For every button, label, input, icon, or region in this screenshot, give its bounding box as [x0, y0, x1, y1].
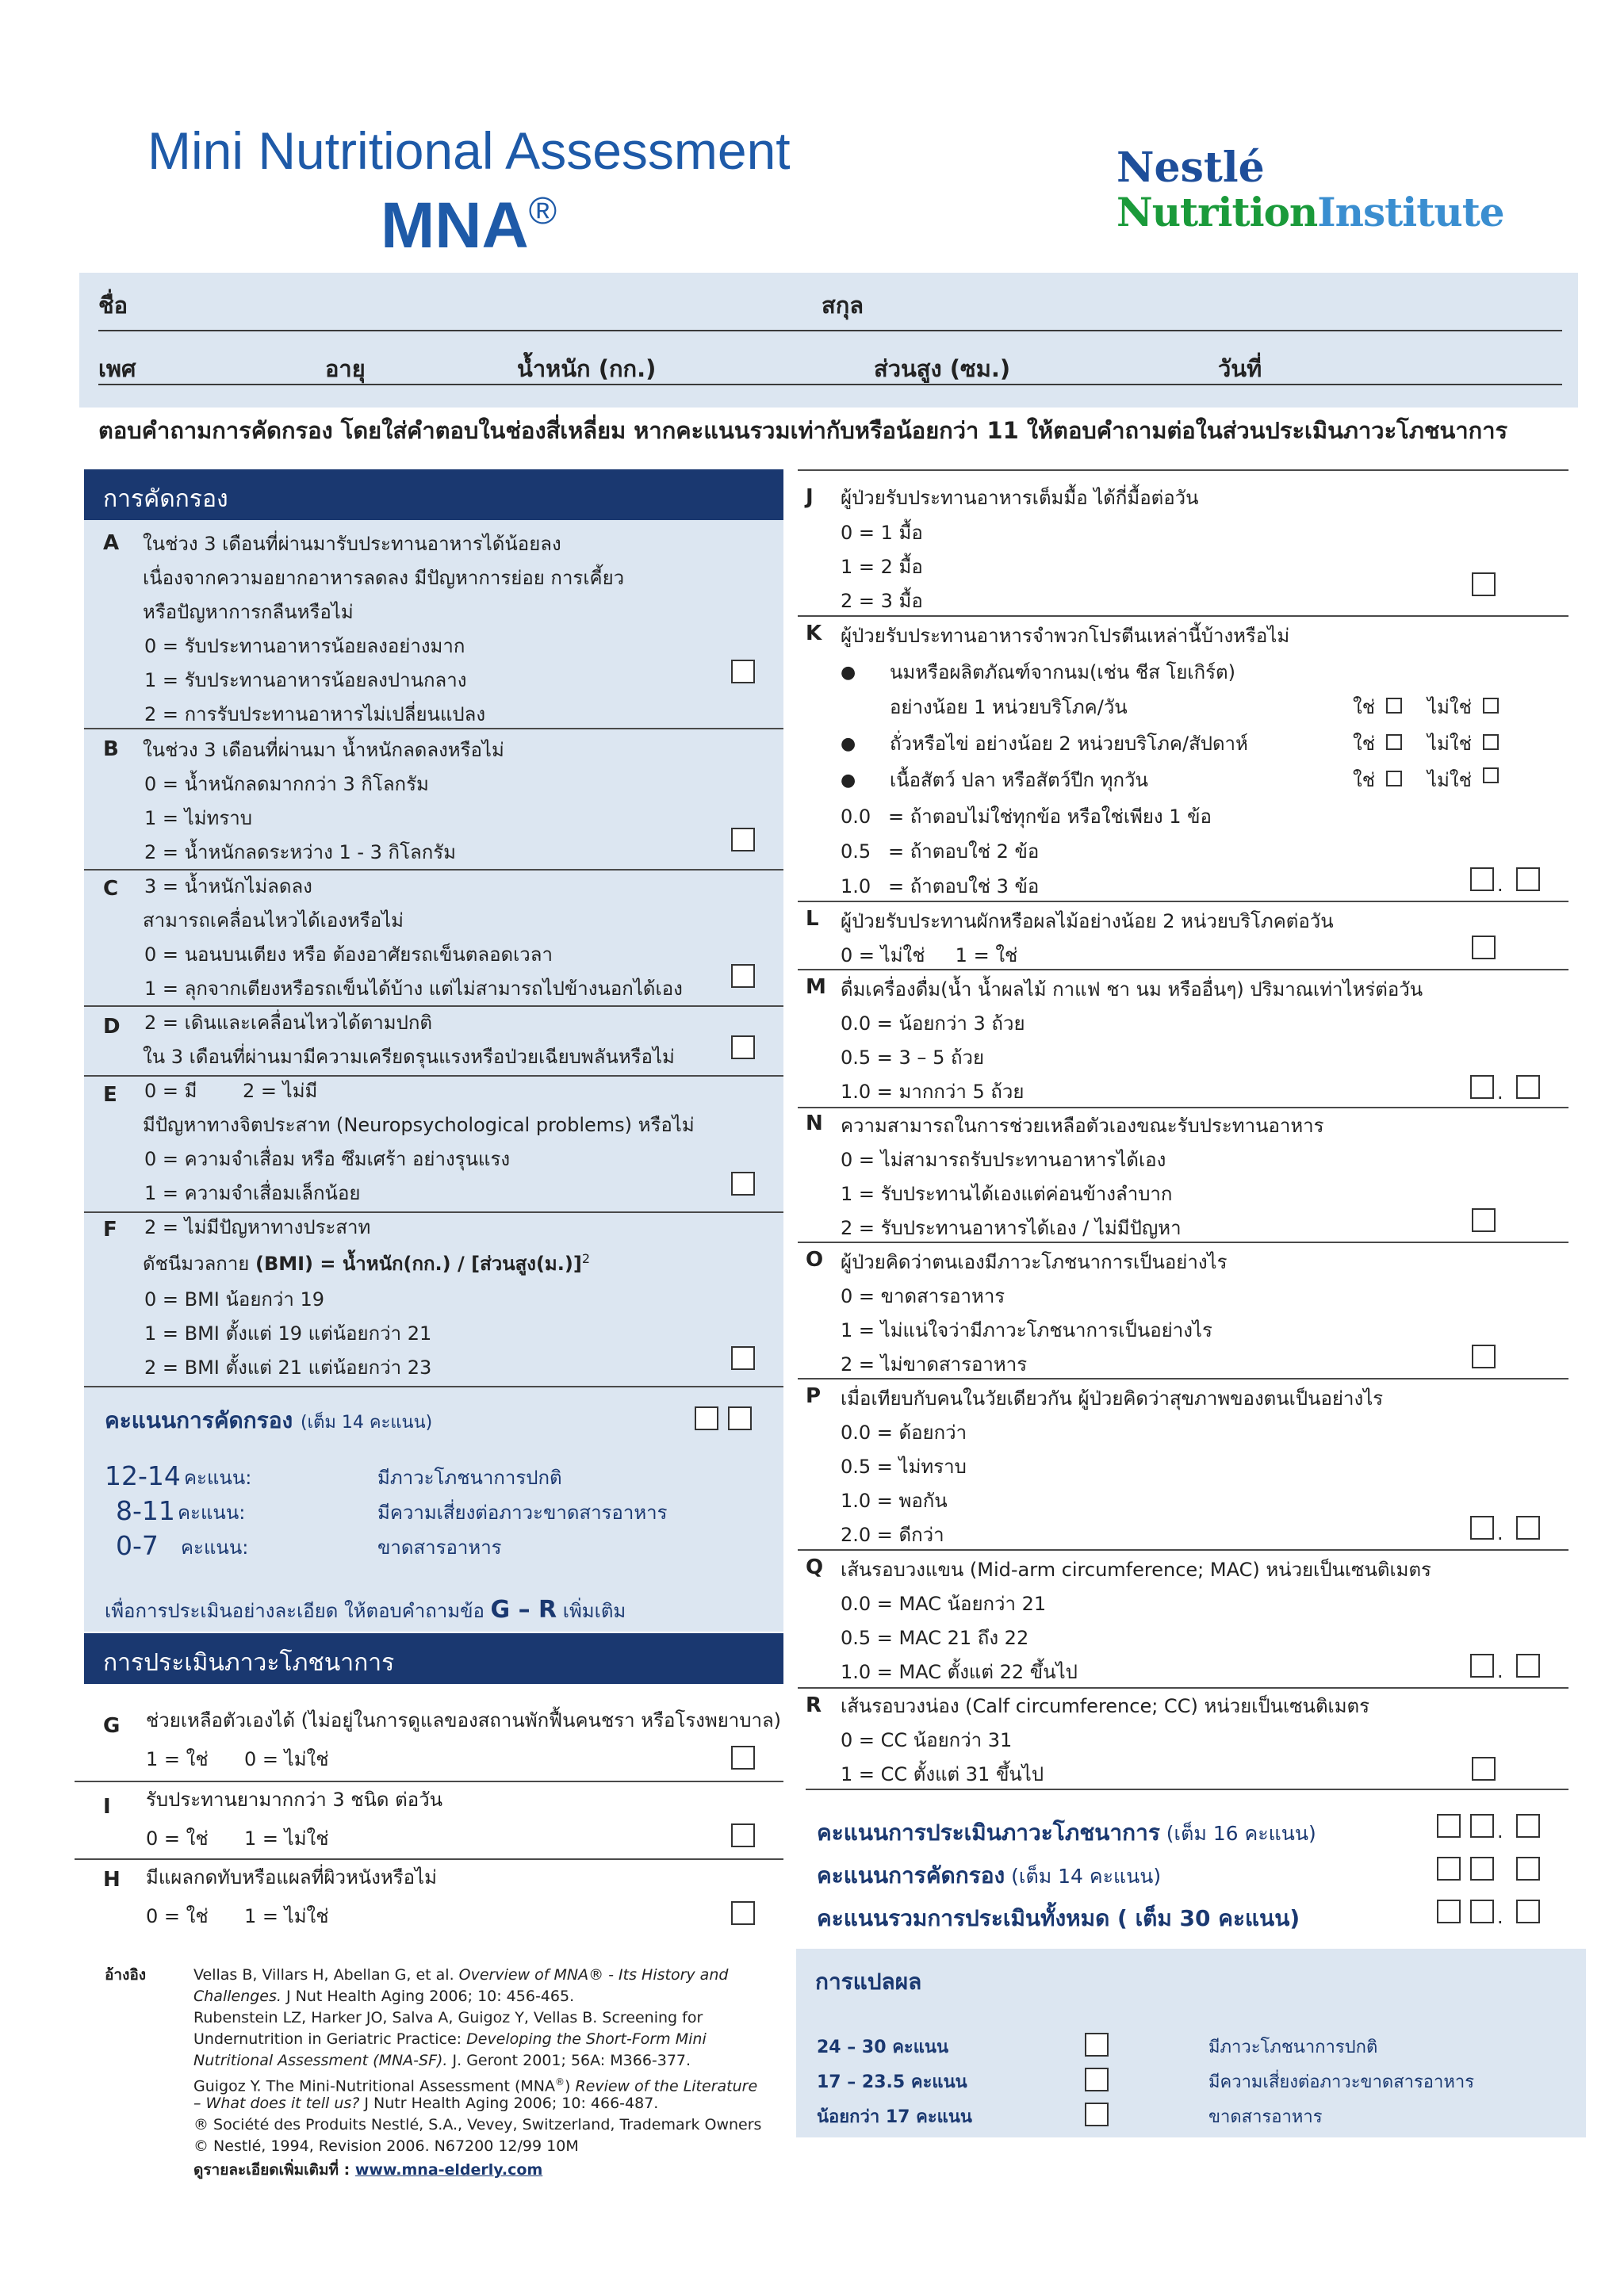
mna-website-link[interactable]: www.mna-elderly.com: [354, 2161, 543, 2179]
checkbox-k1-yes[interactable]: [1386, 698, 1402, 714]
option-text: 1 = BMI ตั้งแต่ 19 แต่น้อยกว่า 21: [144, 1322, 432, 1345]
answer-box-m-int[interactable]: [1470, 1075, 1494, 1099]
question-text: ความสามารถในการช่วยเหลือตัวเองขณะรับประทานอาหาร: [841, 1115, 1324, 1137]
option-text: 1 = รับประทานได้เองแต่ค่อนข้างลำบาก: [841, 1183, 1173, 1205]
question-letter: I: [103, 1795, 111, 1819]
score-unit: คะแนน:: [178, 1502, 246, 1524]
option-text: 0 = รับประทานอาหารน้อยลงอย่างมาก: [144, 635, 465, 657]
answer-box-p-dec[interactable]: [1516, 1516, 1540, 1540]
reference-line: © Nestlé, 1994, Revision 2006. N67200 12/99 10M: [193, 2137, 579, 2155]
option-text: 0 = น้ำหนักลดมากกว่า 3 กิโลกรัม: [144, 773, 429, 795]
option-text: 2 = 3 มื้อ: [841, 590, 923, 612]
assessment-score-box-tens[interactable]: [1437, 1814, 1461, 1838]
answer-box-m-dec[interactable]: [1516, 1075, 1540, 1099]
decimal-point: .: [1497, 1906, 1503, 1928]
answer-box-q-int[interactable]: [1470, 1654, 1494, 1678]
option-text: 1 = ไม่ทราบ: [144, 807, 252, 829]
question-letter: L: [806, 907, 819, 931]
option-text: 1 = ลุกจากเตียงหรือรถเข็นได้บ้าง แต่ไม่สามารถไปข้างนอกได้เอง: [144, 978, 683, 1000]
question-text: หรือปัญหาการกลืนหรือไม่: [143, 601, 354, 623]
score-meaning: มีภาวะโภชนาการปกติ: [377, 1467, 562, 1489]
option-text: 1 = ไม่แน่ใจว่ามีภาวะโภชนาการเป็นอย่างไร: [841, 1319, 1212, 1341]
bullet-text: อย่างน้อย 1 หน่วยบริโภค/วัน: [890, 696, 1128, 718]
answer-box-e[interactable]: [731, 1172, 755, 1196]
option-text: 3 = น้ำหนักไม่ลดลง: [144, 875, 312, 897]
question-letter: O: [806, 1248, 824, 1272]
option-text: 0 = ใช่: [146, 1905, 209, 1927]
divider: [806, 1789, 1568, 1790]
divider: [798, 969, 1568, 970]
assessment-heading: การประเมินภาวะโภชนาการ: [84, 1633, 783, 1684]
option-text: 0 = 1 มื้อ: [841, 522, 923, 544]
score-unit: คะแนน:: [184, 1467, 252, 1489]
divider: [798, 1687, 1568, 1689]
interpretation-range: น้อยกว่า 17 คะแนน: [817, 2107, 972, 2127]
option-text: 1 = ไม่ใช่: [244, 1905, 329, 1927]
answer-box-g[interactable]: [731, 1746, 755, 1770]
grand-total-box-ones[interactable]: [1470, 1900, 1494, 1923]
height-field-label[interactable]: ส่วนสูง (ซม.): [874, 355, 1011, 382]
decimal-point: .: [1497, 1660, 1503, 1682]
checkbox-k1-no[interactable]: [1483, 698, 1499, 714]
answer-box-d[interactable]: [731, 1035, 755, 1059]
reference-line: – What does it tell us? J Nutr Health Aging 2006; 10: 466-487.: [193, 2095, 659, 2112]
decimal-point: .: [1497, 1820, 1503, 1843]
reference-line: Rubenstein LZ, Harker JO, Salva A, Guigoz Y, Vellas B. Screening for: [193, 2009, 703, 2026]
option-text: = ถ้าตอบใช่ 2 ข้อ: [888, 840, 1040, 863]
checkbox-k2-no[interactable]: [1483, 734, 1499, 750]
question-letter: E: [103, 1083, 117, 1107]
divider: [98, 330, 1562, 331]
answer-box-q-dec[interactable]: [1516, 1654, 1540, 1678]
reference-line: Undernutrition in Geriatric Practice: Developing the Short-Form Mini: [193, 2030, 707, 2048]
reference-line: ดูรายละเอียดเพิ่มเติมที่ : www.mna-elderly.com: [193, 2161, 543, 2179]
score-range: 8-11: [116, 1495, 175, 1526]
answer-box-k-dec[interactable]: [1516, 867, 1540, 891]
no-label: ไม่ใช่: [1427, 696, 1472, 718]
answer-box-j[interactable]: [1472, 572, 1496, 596]
option-text: 2 = ไม่ขาดสารอาหาร: [841, 1353, 1028, 1376]
answer-box-i[interactable]: [731, 1823, 755, 1847]
option-text: 1.0 = พอกัน: [841, 1490, 948, 1512]
bullet-text: ถั่วหรือไข่ อย่างน้อย 2 หน่วยบริโภค/สัปดาห์: [890, 733, 1248, 755]
question-text: มีแผลกดทับหรือแผลที่ผิวหนังหรือไม่: [146, 1866, 437, 1888]
option-text: 0 = BMI น้อยกว่า 19: [144, 1288, 325, 1311]
option-text: 1 = ใช่: [146, 1748, 209, 1770]
divider: [75, 1781, 783, 1782]
score-range: 12-14: [105, 1460, 181, 1491]
question-text: ดัชนีมวลกาย (BMI) = น้ำหนัก(กก.) / [ส่วนสูง(ม.)]$^2$: [143, 1251, 590, 1275]
screening-total-box-tens[interactable]: [1437, 1857, 1461, 1881]
interpretation-panel: [796, 1949, 1586, 2137]
bullet-text: เนื้อสัตว์ ปลา หรือสัตว์ปีก ทุกวัน: [890, 769, 1148, 791]
screening-total-box-dec[interactable]: [1516, 1857, 1540, 1881]
bullet: ●: [841, 734, 856, 754]
option-text: 2.0 = ดีกว่า: [841, 1524, 944, 1546]
question-text: เมื่อเทียบกับคนในวัยเดียวกัน ผู้ป่วยคิดว่าสุขภาพของตนเป็นอย่างไร: [841, 1387, 1384, 1410]
score-unit: คะแนน:: [181, 1536, 249, 1559]
option-text: 0 = นอนบนเตียง หรือ ต้องอาศัยรถเข็นตลอดเวลา: [144, 943, 553, 966]
bullet: ●: [841, 663, 856, 683]
option-text: 1 = ความจำเสื่อมเล็กน้อย: [144, 1182, 361, 1204]
question-letter: H: [103, 1868, 121, 1892]
divider: [798, 615, 1568, 617]
reference-line: Guigoz Y. The Mini-Nutritional Assessment (MNA®) Review of the Literature: [193, 2076, 758, 2095]
interpretation-box-risk[interactable]: [1085, 2068, 1109, 2091]
option-text: 0.5 = ไม่ทราบ: [841, 1456, 967, 1478]
yes-label: ใช่: [1353, 733, 1376, 755]
date-field-label[interactable]: วันที่: [1218, 355, 1262, 382]
option-text: 0.0 = ด้อยกว่า: [841, 1422, 967, 1444]
option-text: 1 = ไม่ใช่: [244, 1827, 329, 1850]
answer-box-b[interactable]: [731, 828, 755, 851]
screening-score-label: คะแนนการคัดกรอง (เต็ม 14 คะแนน): [105, 1407, 433, 1433]
answer-box-k-int[interactable]: [1470, 867, 1494, 891]
references-label: อ้างอิง: [105, 1966, 147, 1984]
question-letter: A: [103, 531, 120, 555]
assessment-score-box-dec[interactable]: [1516, 1814, 1540, 1838]
divider: [798, 1242, 1568, 1243]
option-text: 0 = ไม่สามารถรับประทานอาหารได้เอง: [841, 1149, 1166, 1171]
score-meaning: ขาดสารอาหาร: [377, 1536, 502, 1559]
question-text: เนื่องจากความอยากอาหารลดลง มีปัญหาการย่อย การเคี้ยว: [143, 567, 625, 589]
divider: [84, 1005, 783, 1007]
decimal-point: .: [1497, 1522, 1503, 1544]
option-text: 2 = ไม่มี: [243, 1080, 318, 1102]
answer-box-o[interactable]: [1472, 1345, 1496, 1368]
bullet: ●: [841, 771, 856, 790]
decimal-point: .: [1497, 1081, 1503, 1104]
screening-score-box-tens[interactable]: [695, 1406, 718, 1430]
option-text: 1 = CC ตั้งแต่ 31 ขึ้นไป: [841, 1763, 1044, 1785]
screening-score-box-ones[interactable]: [728, 1406, 752, 1430]
option-text: = ถ้าตอบใช่ 3 ข้อ: [888, 875, 1040, 897]
option-text: 0 = ไม่ใช่: [244, 1748, 329, 1770]
option-text: 1.0 = MAC ตั้งแต่ 22 ขึ้นไป: [841, 1661, 1078, 1683]
answer-box-c[interactable]: [731, 964, 755, 988]
reference-line: Challenges. J Nut Health Aging 2006; 10: 456-465.: [193, 1988, 575, 2005]
option-text: 0 = ใช่: [146, 1827, 209, 1850]
divider: [798, 469, 1568, 471]
question-letter: C: [103, 877, 119, 901]
form-subtitle: MNA®: [381, 189, 557, 262]
reference-line: Vellas B, Villars H, Abellan G, et al. Overview of MNA® - Its History and: [193, 1966, 729, 1984]
option-text: 0.0 = น้อยกว่า 3 ถ้วย: [841, 1012, 1025, 1035]
question-letter: R: [806, 1693, 822, 1717]
score-range: 0-7: [116, 1530, 159, 1561]
question-text: ช่วยเหลือตัวเองได้ (ไม่อยู่ในการดูแลของสถานพักฟื้นคนชรา หรือโรงพยาบาล): [146, 1709, 782, 1732]
divider: [84, 1386, 783, 1387]
option-text: 1 = รับประทานอาหารน้อยลงปานกลาง: [144, 669, 467, 691]
grand-total-box-dec[interactable]: [1516, 1900, 1540, 1923]
question-letter: P: [806, 1384, 822, 1408]
interpretation-box-normal[interactable]: [1085, 2033, 1109, 2057]
question-letter: M: [806, 975, 826, 999]
reference-line: Nutritional Assessment (MNA-SF). J. Geront 2001; 56A: M366-377.: [193, 2052, 691, 2069]
option-text: 2 = เดินและเคลื่อนไหวได้ตามปกติ: [144, 1012, 432, 1034]
question-text: ผู้ป่วยรับประทานอาหารเต็มมื้อ ได้กี่มื้อต่อวัน: [841, 487, 1199, 509]
interpretation-meaning: มีภาวะโภชนาการปกติ: [1208, 2038, 1378, 2057]
answer-box-a[interactable]: [731, 660, 755, 683]
question-text: มีปัญหาทางจิตประสาท (Neuropsychological problems) หรือไม่: [143, 1114, 695, 1136]
nestle-logo: Nestlé NutritionInstitute: [1116, 144, 1504, 235]
decimal-point: .: [1497, 874, 1503, 896]
option-text: 0 = ขาดสารอาหาร: [841, 1285, 1005, 1307]
question-letter: G: [103, 1714, 121, 1738]
interpretation-box-malnourished[interactable]: [1085, 2103, 1109, 2126]
divider: [84, 1211, 783, 1213]
screening-total-box-ones[interactable]: [1470, 1857, 1494, 1881]
interpretation-range: 17 – 23.5 คะแนน: [817, 2072, 967, 2092]
bullet-text: นมหรือผลิตภัณฑ์จากนม(เช่น ชีส โยเกิร์ต): [890, 661, 1235, 683]
answer-box-f[interactable]: [731, 1346, 755, 1370]
divider: [84, 869, 783, 871]
option-text: 2 = ไม่มีปัญหาทางประสาท: [144, 1216, 371, 1238]
question-text: ผู้ป่วยรับประทานอาหารจำพวกโปรตีนเหล่านี้บ้างหรือไม่: [841, 625, 1290, 647]
divider: [798, 1549, 1568, 1551]
interpretation-range: 24 – 30 คะแนน: [817, 2038, 948, 2057]
question-text: ในช่วง 3 เดือนที่ผ่านมารับประทานอาหารได้น้อยลง: [143, 533, 561, 555]
question-text: ในช่วง 3 เดือนที่ผ่านมา น้ำหนักลดลงหรือไม่: [143, 739, 504, 761]
question-letter: K: [806, 622, 822, 645]
screening-heading: การคัดกรอง: [84, 469, 783, 520]
answer-box-r[interactable]: [1472, 1757, 1496, 1781]
option-text: 0.5 = MAC 21 ถึง 22: [841, 1627, 1029, 1649]
divider: [798, 1107, 1568, 1108]
divider: [798, 901, 1568, 902]
option-text: 2 = น้ำหนักลดระหว่าง 1 - 3 กิโลกรัม: [144, 841, 456, 863]
instruction-text: ตอบคำถามการคัดกรอง โดยใส่คำตอบในช่องสี่เหลี่ยม หากคะแนนรวมเท่ากับหรือน้อยกว่า 11 ให้ตอบคำถามต่อในส่วนประเมินภาวะโภชนาการ: [98, 417, 1508, 444]
yes-label: ใช่: [1353, 696, 1376, 718]
option-text: = ถ้าตอบไม่ใช่ทุกข้อ หรือใช่เพียง 1 ข้อ: [888, 806, 1212, 828]
no-label: ไม่ใช่: [1427, 733, 1472, 755]
interpretation-heading: การแปลผล: [815, 1969, 922, 1995]
option-value: 0.0: [841, 806, 871, 828]
question-text: ดื่มเครื่องดื่ม(น้ำ น้ำผลไม้ กาแฟ ชา นม หรืออื่นๆ) ปริมาณเท่าไหร่ต่อวัน: [841, 978, 1423, 1001]
assessment-score-label: คะแนนการประเมินภาวะโภชนาการ (เต็ม 16 คะแนน): [817, 1820, 1316, 1846]
divider: [75, 1858, 783, 1860]
divider: [98, 384, 1562, 385]
further-assessment-note: เพื่อการประเมินอย่างละเอียด ให้ตอบคำถามข้อ G – R เพิ่มเติม: [105, 1596, 626, 1624]
option-text: 0.0 = MAC น้อยกว่า 21: [841, 1593, 1047, 1615]
score-meaning: มีความเสี่ยงต่อภาวะขาดสารอาหาร: [377, 1502, 668, 1524]
question-letter: D: [103, 1015, 121, 1039]
question-text: ผู้ป่วยรับประทานผักหรือผลไม้อย่างน้อย 2 หน่วยบริโภคต่อวัน: [841, 910, 1334, 932]
option-text: 0 = ความจำเสื่อม หรือ ซึมเศร้า อย่างรุนแรง: [144, 1148, 511, 1170]
grand-total-label: คะแนนรวมการประเมินทั้งหมด ( เต็ม 30 คะแนน): [817, 1905, 1300, 1931]
form-title: Mini Nutritional Assessment: [147, 121, 791, 180]
option-text: 1.0 = มากกว่า 5 ถ้วย: [841, 1081, 1025, 1103]
divider: [84, 1075, 783, 1077]
checkbox-k3-yes[interactable]: [1386, 771, 1402, 786]
reference-line: ® Société des Produits Nestlé, S.A., Vevey, Switzerland, Trademark Owners: [193, 2116, 762, 2133]
surname-field-label[interactable]: สกุล: [822, 292, 864, 319]
assessment-score-box-ones[interactable]: [1470, 1814, 1494, 1838]
option-text: 0.5 = 3 – 5 ถ้วย: [841, 1047, 985, 1069]
answer-box-h[interactable]: [731, 1901, 755, 1925]
interpretation-meaning: มีความเสี่ยงต่อภาวะขาดสารอาหาร: [1208, 2072, 1475, 2092]
weight-field-label[interactable]: น้ำหนัก (กก.): [517, 355, 657, 382]
option-text: 0 = CC น้อยกว่า 31: [841, 1729, 1013, 1751]
answer-box-l[interactable]: [1472, 936, 1496, 959]
question-text: เส้นรอบวงน่อง (Calf circumference; CC) หน่วยเป็นเซนติเมตร: [841, 1695, 1370, 1717]
question-letter: J: [806, 485, 814, 509]
option-text: 2 = BMI ตั้งแต่ 21 แต่น้อยกว่า 23: [144, 1357, 432, 1379]
question-text: ใน 3 เดือนที่ผ่านมามีความเครียดรุนแรงหรือป่วยเฉียบพลันหรือไม่: [143, 1046, 675, 1068]
divider: [798, 1378, 1568, 1380]
name-field-label[interactable]: ชื่อ: [98, 292, 128, 319]
question-letter: Q: [806, 1556, 824, 1579]
question-letter: N: [806, 1112, 823, 1135]
age-field-label[interactable]: อายุ: [325, 355, 366, 382]
question-text: รับประทานยามากกว่า 3 ชนิด ต่อวัน: [146, 1789, 443, 1811]
answer-box-p-int[interactable]: [1470, 1516, 1494, 1540]
patient-info-panel: [79, 273, 1578, 408]
option-value: 0.5: [841, 840, 871, 863]
sex-field-label[interactable]: เพศ: [98, 355, 136, 382]
divider: [84, 728, 783, 729]
interpretation-meaning: ขาดสารอาหาร: [1208, 2107, 1323, 2127]
question-text: เส้นรอบวงแขน (Mid-arm circumference; MAC) หน่วยเป็นเซนติเมตร: [841, 1559, 1431, 1581]
screening-total-label: คะแนนการคัดกรอง (เต็ม 14 คะแนน): [817, 1862, 1162, 1888]
option-text: 1 = 2 มื้อ: [841, 556, 923, 578]
answer-box-n[interactable]: [1472, 1208, 1496, 1232]
question-letter: F: [103, 1218, 117, 1242]
question-letter: B: [103, 737, 119, 761]
checkbox-k2-yes[interactable]: [1386, 734, 1402, 750]
grand-total-box-tens[interactable]: [1437, 1900, 1461, 1923]
option-text: 0 = มี: [144, 1080, 197, 1102]
yes-label: ใช่: [1353, 769, 1376, 791]
question-text: ผู้ป่วยคิดว่าตนเองมีภาวะโภชนาการเป็นอย่างไร: [841, 1251, 1228, 1273]
option-text: 0 = ไม่ใช่ 1 = ใช่: [841, 944, 1018, 966]
question-text: สามารถเคลื่อนไหวได้เองหรือไม่: [143, 909, 404, 932]
option-text: 2 = รับประทานอาหารได้เอง / ไม่มีปัญหา: [841, 1217, 1182, 1239]
option-value: 1.0: [841, 875, 871, 897]
option-text: 2 = การรับประทานอาหารไม่เปลี่ยนแปลง: [144, 703, 486, 725]
no-label: ไม่ใช่: [1427, 769, 1472, 791]
checkbox-k3-no[interactable]: [1483, 767, 1499, 783]
